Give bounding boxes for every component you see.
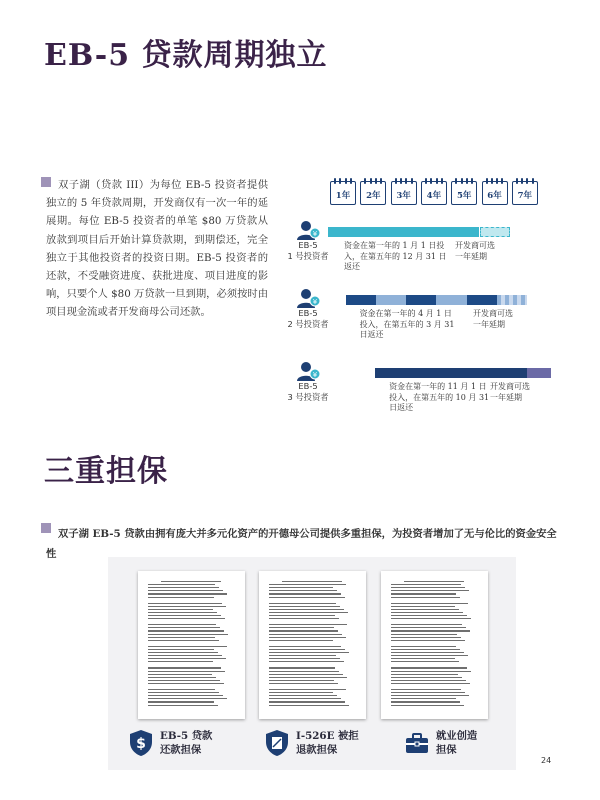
document-text-line <box>269 646 341 647</box>
document-text-line <box>269 658 340 659</box>
investor-icon <box>296 361 322 383</box>
document-text-line <box>148 603 222 604</box>
extension-note-1: 开发商可选 一年延期 <box>455 241 495 261</box>
guarantee-item-3 <box>404 729 477 757</box>
loan-period-note-3: 资金在第一年的 11 月 1 日 投入，在第五年的 10 月 31 日返还 <box>389 382 490 412</box>
loan-period-note-2: 资金在第一年的 4 月 1 日 投入，在第五年的 3 月 31 日返还 <box>359 309 455 339</box>
investor-label-type: EB-5 <box>298 308 318 318</box>
document-text-line <box>391 646 456 647</box>
year-label: 4年 <box>426 191 442 201</box>
document-text-line <box>391 640 465 641</box>
guarantee-item-2 <box>264 729 359 757</box>
document-text-line <box>391 634 457 635</box>
loan-year-segment <box>358 227 388 237</box>
loan-year-segment <box>406 295 436 305</box>
investor-label-number: 1 号投资者 <box>287 251 329 261</box>
document-text-line <box>148 606 226 607</box>
document-text-line <box>148 587 219 588</box>
loan-year-segment <box>466 368 496 378</box>
year-label: 7年 <box>517 191 532 201</box>
document-text-line <box>391 677 462 678</box>
document-text-line <box>391 606 455 607</box>
document-text-line <box>269 683 338 684</box>
document-shield-icon <box>264 729 290 757</box>
extension-year-segment <box>527 368 551 378</box>
extension-note-2: 开发商可选 一年延期 <box>473 309 513 329</box>
document-text-line <box>269 634 342 635</box>
document-text-line <box>148 667 221 668</box>
document-text-line <box>269 655 336 656</box>
document-text-line <box>391 618 471 619</box>
document-text-line <box>391 630 470 631</box>
document-text-line <box>391 674 458 675</box>
document-text-line <box>269 689 346 690</box>
document-text-line <box>391 615 467 616</box>
document-text-line <box>148 661 213 662</box>
loan-year-segment <box>346 295 376 305</box>
svg-text:¥: ¥ <box>312 298 318 306</box>
guarantee-caption-3: 就业创造 担保 <box>436 730 478 756</box>
job-creation-guarantee-document <box>381 571 488 719</box>
year-calendar-3 <box>391 181 417 205</box>
document-text-line <box>391 689 461 690</box>
loan-year-segment <box>405 368 435 378</box>
year-label: 1年 <box>335 191 351 201</box>
year-calendar-row <box>328 181 540 211</box>
document-text-line <box>269 698 341 699</box>
document-text-line <box>148 689 215 690</box>
document-text-line <box>148 584 215 585</box>
extension-note-3: 开发商可选 一年延期 <box>490 382 530 402</box>
loan-year-segment <box>436 295 466 305</box>
dollar-shield-icon <box>128 729 154 757</box>
document-text-line <box>269 584 346 585</box>
document-text-line <box>148 671 225 672</box>
document-text-line <box>269 603 336 604</box>
document-text-line <box>269 677 347 678</box>
document-text-line <box>148 612 217 613</box>
document-text-line <box>391 705 464 706</box>
document-text-line <box>269 618 339 619</box>
guarantee-caption-2: I-526E 被拒 退款担保 <box>296 730 359 756</box>
document-text-line <box>148 658 226 659</box>
loan-year-segment <box>496 368 526 378</box>
section-title-loan-cycle: EB-5 贷款周期独立 <box>44 38 328 73</box>
investor-label-1 <box>286 240 330 262</box>
document-text-line <box>148 698 227 699</box>
document-text-line <box>391 584 461 585</box>
document-text-line <box>269 630 338 631</box>
document-text-line <box>148 701 214 702</box>
document-text-line <box>269 671 339 672</box>
document-text-line <box>404 581 464 582</box>
document-text-line <box>269 667 335 668</box>
document-text-line <box>148 640 219 641</box>
document-text-line <box>269 649 345 650</box>
document-text-line <box>269 692 333 693</box>
loan-cycle-paragraph: 双子湖（贷款 III）为每位 EB-5 投资者提供独立的 5 年贷款周期，开发商仅有一次一年的延展期。每位 EB-5 投资者的单笔 $80 万贷款从放款到项目后开始计算贷款期，到期偿还，完全独立于其他投资者的投资日期。EB-5 投资者的还款，不受融资进度、获批进度、项目进度的影响，只要个人 $80 万贷款一旦到期，必须按时由项目现金流或者开发商母公司还款。 <box>46 179 268 319</box>
document-text-line <box>391 701 460 702</box>
document-text-line <box>148 677 216 678</box>
document-text-line <box>269 627 334 628</box>
loan-year-segment <box>436 368 466 378</box>
document-text-line <box>391 695 469 696</box>
investor-label-2 <box>286 308 330 330</box>
document-text-line <box>391 692 465 693</box>
year-label: 3年 <box>396 191 411 201</box>
document-text-line <box>391 680 466 681</box>
document-text-line <box>269 674 343 675</box>
year-calendar-5 <box>451 181 477 205</box>
document-text-line <box>148 705 218 706</box>
i526e-refund-guarantee-document <box>259 571 366 719</box>
document-text-line <box>269 640 333 641</box>
loan-year-segment <box>376 295 406 305</box>
document-text-line <box>269 587 333 588</box>
loan-period-note-1: 资金在第一年的 1 月 1 日投 入，在第五年的 12 月 31 日 返还 <box>344 241 447 271</box>
year-label: 2年 <box>366 191 381 201</box>
document-text-line <box>148 683 224 684</box>
document-text-line <box>391 649 460 650</box>
document-text-line <box>269 637 346 638</box>
document-text-line <box>148 692 219 693</box>
loan-year-segment <box>449 227 479 237</box>
briefcase-icon <box>404 729 430 757</box>
year-calendar-4 <box>421 181 447 205</box>
year-calendar-2 <box>360 181 386 205</box>
document-text-line <box>148 634 228 635</box>
document-text-line <box>391 627 466 628</box>
document-text-line <box>391 658 455 659</box>
year-label: 5年 <box>456 191 472 201</box>
investor-label-type: EB-5 <box>298 381 318 391</box>
document-text-line <box>269 680 334 681</box>
document-text-line <box>269 597 345 598</box>
loan-year-segment <box>467 295 497 305</box>
document-text-line <box>148 609 213 610</box>
guarantee-item-1 <box>128 729 212 757</box>
guarantee-subtitle: 双子湖 EB-5 贷款由拥有庞大并多元化资产的开德母公司提供多重担保，为投资者增加了无与伦比的资金安全性 <box>46 528 557 560</box>
document-text-line <box>391 587 465 588</box>
investor-label-3 <box>286 381 330 403</box>
document-text-line <box>269 695 337 696</box>
document-text-line <box>269 609 344 610</box>
investor-label-number: 3 号投资者 <box>287 392 329 402</box>
extension-year-segment <box>480 227 510 237</box>
document-text-line <box>148 590 223 591</box>
page-number: 24 <box>541 756 552 765</box>
section-title-triple-guarantee: 三重担保 <box>44 454 168 489</box>
document-text-line <box>148 680 220 681</box>
document-text-line <box>391 597 460 598</box>
document-text-line <box>391 637 461 638</box>
document-text-line <box>391 603 468 604</box>
document-text-line <box>148 615 221 616</box>
investor-label-type: EB-5 <box>298 240 318 250</box>
document-text-line <box>269 612 348 613</box>
document-text-line <box>391 612 463 613</box>
investor-icon <box>296 288 322 310</box>
extension-year-segment <box>497 295 527 305</box>
year-calendar-7 <box>512 181 538 205</box>
document-text-line <box>391 590 469 591</box>
document-text-line <box>269 701 345 702</box>
loan-year-segment <box>419 227 449 237</box>
document-text-line <box>391 624 462 625</box>
document-text-line <box>269 593 341 594</box>
document-text-line <box>148 649 214 650</box>
document-text-line <box>161 581 221 582</box>
document-text-line <box>148 593 227 594</box>
document-text-line <box>391 593 456 594</box>
document-text-line <box>391 655 468 656</box>
document-text-line <box>148 630 224 631</box>
document-text-line <box>269 705 349 706</box>
investor-icon <box>296 220 322 242</box>
svg-text:$: $ <box>136 736 146 752</box>
document-text-line <box>391 661 459 662</box>
loan-year-segment <box>389 227 419 237</box>
document-text-line <box>391 671 471 672</box>
document-text-line <box>269 606 340 607</box>
document-text-line <box>269 624 347 625</box>
loan-year-segment <box>375 368 405 378</box>
document-text-line <box>391 698 456 699</box>
document-text-line <box>282 581 342 582</box>
document-text-line <box>148 597 214 598</box>
document-text-line <box>148 637 215 638</box>
document-text-line <box>391 609 459 610</box>
loan-year-segment <box>328 227 358 237</box>
document-text-line <box>148 618 225 619</box>
document-text-line <box>269 615 335 616</box>
svg-text:¥: ¥ <box>312 230 318 238</box>
document-text-line <box>148 646 227 647</box>
svg-text:¥: ¥ <box>312 371 318 379</box>
year-label: 6年 <box>487 191 502 201</box>
document-text-line <box>148 674 212 675</box>
guarantee-documents-panel <box>108 557 516 770</box>
guarantee-caption-1: EB-5 贷款 还款担保 <box>160 730 213 756</box>
document-text-line <box>148 655 222 656</box>
loan-repayment-guarantee-document <box>138 571 245 719</box>
year-calendar-1 <box>330 181 356 205</box>
document-text-line <box>269 590 337 591</box>
document-text-line <box>269 661 344 662</box>
document-text-line <box>148 695 223 696</box>
document-text-line <box>391 683 470 684</box>
document-text-line <box>269 652 349 653</box>
document-text-line <box>148 652 218 653</box>
document-text-line <box>391 652 464 653</box>
investor-label-number: 2 号投资者 <box>287 319 329 329</box>
document-text-line <box>391 667 467 668</box>
document-text-line <box>148 624 216 625</box>
document-text-line <box>148 627 220 628</box>
year-calendar-6 <box>482 181 508 205</box>
